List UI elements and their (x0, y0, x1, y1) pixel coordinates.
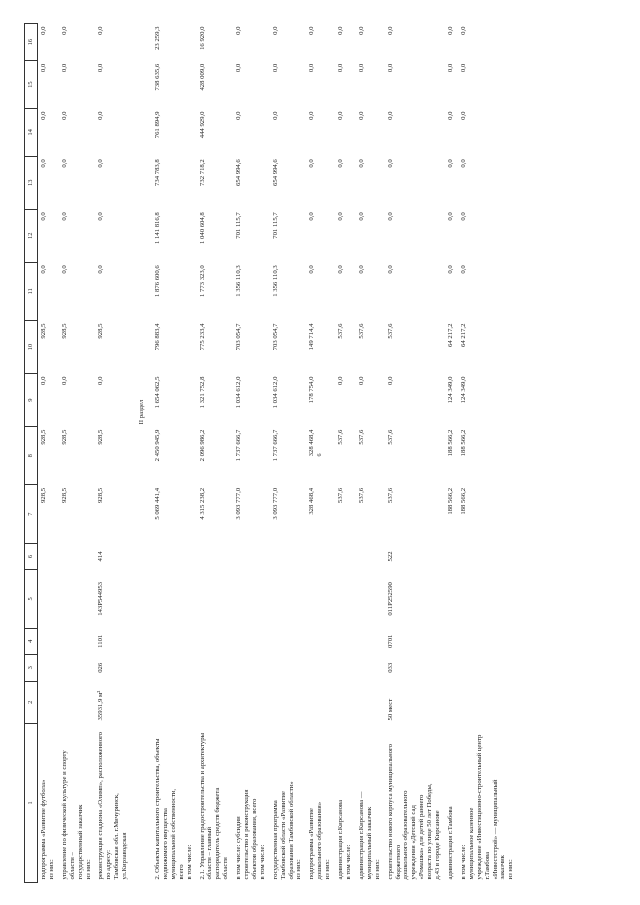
table-cell-col-14: 0,0 (337, 111, 345, 120)
table-cell-col-5 (59, 569, 96, 627)
table-cell-col-6 (458, 543, 518, 570)
table-cell-col-11: 0,0 (40, 264, 47, 274)
table-cell-col-3: 033 (386, 662, 394, 673)
table-row (306, 23, 335, 882)
row-name-cell: в том числе: субсидии строительство и реконструкция объектов образования, всего в том числе: (235, 789, 266, 879)
table-cell-col-5 (197, 569, 234, 627)
table-cell-col-6 (445, 543, 458, 570)
section-row (132, 23, 152, 882)
column-number-9: 9 (25, 373, 38, 426)
table-cell-col-16: 0,0 (308, 26, 316, 35)
table-cell-col-9: 0,0 (337, 376, 345, 385)
column-number-15: 15 (25, 60, 38, 108)
table-row (385, 23, 445, 882)
table-cell-col-5 (445, 569, 458, 627)
table-cell-col-9: 0,0 (357, 376, 365, 385)
table-cell-col-7: 328 468,4 (308, 487, 316, 515)
table-cell-col-14: 761 894,9 (153, 111, 161, 138)
column-number-4: 4 (25, 628, 38, 655)
table-cell-col-9: 1 321 752,8 (198, 376, 206, 408)
table-cell-col-14: 0,0 (97, 111, 105, 120)
table-cell-col-2 (270, 681, 307, 723)
table-cell-col-5 (152, 569, 197, 627)
table-cell-col-6 (59, 543, 96, 570)
table-cell-col-16: 0,0 (337, 26, 345, 35)
column-number-row (25, 23, 38, 882)
table-cell-col-8: 328 468,4 (308, 429, 316, 456)
table-cell-col-15: 0,0 (235, 63, 243, 72)
table-cell-col-16: 0,0 (271, 26, 279, 35)
table-cell-col-12: 0,0 (357, 211, 365, 221)
table-cell-col-10: 703 054,7 (235, 323, 243, 350)
table-cell-col-6: 414 (97, 550, 105, 561)
table-cell-col-12: 0,0 (446, 211, 454, 221)
table-cell-col-6 (306, 543, 335, 570)
table-cell-col-7: 4 315 238,2 (198, 487, 206, 520)
table-row (59, 23, 96, 882)
table-cell-col-3 (445, 654, 458, 681)
table-cell-col-9: 1 034 612,0 (235, 376, 243, 408)
table-cell-col-7: 3 093 777,0 (271, 487, 279, 520)
table-cell-col-11: 1 356 110,3 (235, 264, 243, 297)
table-cell-col-15: 0,0 (97, 63, 105, 72)
table-cell-col-5 (38, 569, 59, 627)
table-row (270, 23, 307, 882)
table-cell-col-16: 0,0 (446, 26, 454, 35)
table-cell-col-15: 0,0 (271, 63, 279, 72)
table-cell-col-14: 444 929,0 (198, 111, 206, 138)
table-cell-col-6 (335, 543, 356, 570)
table-cell-col-7: 3 093 777,0 (235, 487, 243, 520)
table-cell-col-7: 188 566,2 (446, 487, 454, 515)
table-cell-col-10: 796 883,4 (153, 323, 161, 350)
table-cell-col-10: 64 217,2 (459, 323, 467, 347)
table-cell-col-13: 0,0 (446, 158, 454, 168)
table-row (458, 23, 518, 882)
table-cell-col-3 (270, 654, 307, 681)
budget-table-container (24, 23, 616, 883)
table-cell-col-2 (59, 681, 96, 723)
table-cell-col-5 (306, 569, 335, 627)
table-cell-col-2: 50 мест (386, 698, 394, 720)
table-cell-col-13: 0,0 (459, 158, 467, 168)
table-cell-col-14: 0,0 (459, 111, 467, 120)
table-cell-col-15: 0,0 (60, 63, 68, 72)
table-cell-col-7: 928,5 (60, 487, 68, 503)
table-cell-col-3 (38, 654, 59, 681)
table-cell-col-3 (59, 654, 96, 681)
table-cell-col-9: 0,0 (40, 376, 47, 385)
table-cell-col-7: 928,5 (40, 487, 47, 503)
column-number-3: 3 (25, 654, 38, 681)
table-cell-col-5: 143Р544953 (97, 581, 105, 616)
table-cell-col-6 (270, 543, 307, 570)
table-cell-col-12: 0,0 (337, 211, 345, 221)
table-cell-col-10: 64 217,2 (446, 323, 454, 347)
table-cell-col-7: 537,6 (337, 487, 345, 503)
table-cell-col-14: 0,0 (235, 111, 243, 120)
column-number-1: 1 (25, 723, 38, 882)
table-cell-col-13: 0,0 (386, 158, 394, 168)
table-cell-col-8: 1 737 666,7 (235, 429, 243, 461)
table-cell-col-6 (356, 543, 385, 570)
table-cell-col-6 (233, 543, 270, 570)
column-number-10: 10 (25, 320, 38, 373)
table-cell-col-4: 0701 (386, 634, 394, 648)
table-cell-col-16: 0,0 (97, 26, 105, 35)
table-cell-col-6 (38, 543, 59, 570)
table-cell-col-16: 0,0 (357, 26, 365, 35)
budget-table (24, 23, 518, 883)
table-cell-col-6 (197, 543, 234, 570)
table-cell-col-15: 0,0 (446, 63, 454, 72)
table-cell-col-8: 2 096 986,2 (198, 429, 206, 461)
table-cell-col-13: 0,0 (337, 158, 345, 168)
table-cell-col-10: 537,6 (357, 323, 365, 339)
table-cell-col-3: 026 (97, 662, 105, 673)
table-cell-col-10: 703 054,7 (271, 323, 279, 350)
row-name-cell: реконструкция стадиона «Олимп», расположенного по адресу: Тамбовская обл. г.Мичуринск, ул.Кирзаводская (97, 731, 129, 879)
table-cell-col-5 (356, 569, 385, 627)
table-cell-col-9: 124 349,0 (446, 376, 454, 403)
table-cell-col-15: 428 009,0 (198, 63, 206, 91)
table-row (152, 23, 197, 882)
table-cell-col-8: 188 566,2 (459, 429, 467, 456)
table-cell-col-16: 0,0 (459, 26, 467, 35)
table-cell-col-9: 124 349,0 (459, 376, 467, 403)
table-cell-col-3 (306, 654, 335, 681)
table-cell-col-7: 537,6 (386, 487, 394, 503)
table-cell-col-13: 0,0 (40, 158, 47, 168)
table-cell-col-11: 0,0 (446, 264, 454, 274)
table-cell-col-4 (306, 628, 335, 655)
column-number-5: 5 (25, 569, 38, 627)
table-cell-col-13: 0,0 (308, 158, 316, 168)
table-row (335, 23, 356, 882)
table-cell-col-15: 0,0 (40, 63, 47, 72)
table-cell-col-12: 1 141 816,8 (153, 211, 161, 244)
table-cell-col-11: 1 773 323,0 (198, 264, 206, 297)
table-cell-col-14: 0,0 (60, 111, 68, 120)
table-cell-col-12: 0,0 (459, 211, 467, 221)
table-cell-col-9: 0,0 (97, 376, 105, 385)
table-cell-col-4 (356, 628, 385, 655)
table-cell-col-11: 0,0 (308, 264, 316, 274)
table-cell-col-4 (233, 628, 270, 655)
column-number-7: 7 (25, 484, 38, 542)
table-cell-col-14: 0,0 (308, 111, 316, 120)
row-name-cell: 2.1. Управление градостроительства и архитектуры области – главный распорядитель средств бюджета области (198, 732, 230, 879)
table-cell-col-2 (197, 681, 234, 723)
table-cell-col-2 (38, 681, 59, 723)
table-cell-col-4 (197, 628, 234, 655)
table-row (95, 23, 132, 882)
section-title-cell (132, 23, 152, 882)
table-cell-col-7: 537,6 (357, 487, 365, 503)
table-cell-col-14: 0,0 (386, 111, 394, 120)
table-cell-col-8: 928,5 (97, 429, 105, 445)
row-name-cell: управление по физической культуре и спорту области – государственный заказчик из них: (60, 749, 92, 879)
column-number-16: 16 (25, 23, 38, 60)
table-cell-col-10: 928,5 (60, 323, 68, 339)
table-cell-col-10: 775 233,4 (198, 323, 206, 350)
table-cell-col-15: 0,0 (308, 63, 316, 72)
table-cell-col-11: 0,0 (357, 264, 365, 274)
row-name-cell: администрация г.Тамбова (446, 805, 454, 879)
table-cell-col-2 (445, 681, 458, 723)
row-name-cell: подпрограмма «Развитие футбола» из них: (40, 779, 55, 879)
table-cell-col-5: 011Р252590 (386, 581, 394, 616)
table-cell-col-7: 928,5 (97, 487, 105, 503)
table-cell-col-15: 0,0 (386, 63, 394, 72)
column-number-13: 13 (25, 156, 38, 209)
table-cell-col-15: 0,0 (459, 63, 467, 72)
table-cell-col-8: 537,6 (357, 429, 365, 445)
table-cell-col-4 (38, 628, 59, 655)
table-cell-col-13: 0,0 (97, 158, 105, 168)
section-title: II раздел (138, 399, 146, 424)
table-row (38, 23, 59, 882)
table-cell-col-10: 928,5 (40, 323, 47, 339)
table-cell-col-10: 928,5 (97, 323, 105, 339)
table-cell-col-2 (458, 681, 518, 723)
column-number-2: 2 (25, 681, 38, 723)
table-cell-col-2 (356, 681, 385, 723)
table-cell-col-9: 0,0 (386, 376, 394, 385)
column-number-11: 11 (25, 262, 38, 320)
table-cell-col-11: 0,0 (60, 264, 68, 274)
row-name-cell: администрация г.Кирсанова — муниципальный заказчик из них: (357, 791, 381, 879)
table-cell-col-12: 0,0 (386, 211, 394, 221)
table-cell-col-12: 0,0 (40, 211, 47, 221)
table-row (197, 23, 234, 882)
table-row (445, 23, 458, 882)
table-cell-col-6 (152, 543, 197, 570)
table-cell-col-12: 0,0 (60, 211, 68, 221)
row-name-cell: государственная программа Тамбовской области «Развитие образования Тамбовской области» из них: (271, 780, 303, 879)
table-cell-col-11: 0,0 (97, 264, 105, 274)
table-cell-col-9: 1 034 612,0 (271, 376, 279, 408)
table-cell-col-11: 1 356 110,3 (271, 264, 279, 297)
table-cell-col-5 (233, 569, 270, 627)
column-number-6: 6 (25, 543, 38, 570)
table-cell-col-10: 537,6 (337, 323, 345, 339)
table-cell-col-8: 2 450 945,9 (153, 429, 161, 461)
table-cell-col-5 (270, 569, 307, 627)
table-cell-col-4 (445, 628, 458, 655)
table-cell-col-2 (306, 681, 335, 723)
row-name-cell: администрация г.Кирсанова в том числе: (337, 799, 352, 879)
table-cell-col-3 (458, 654, 518, 681)
table-cell-col-5 (458, 569, 518, 627)
table-cell-col-7: 5 069 441,4 (153, 487, 161, 520)
table-cell-col-8: 188 566,2 (446, 429, 454, 456)
table-cell-col-12: 701 115,7 (235, 211, 243, 239)
table-cell-col-12: 0,0 (97, 211, 105, 221)
table-cell-col-13: 732 718,2 (198, 158, 206, 186)
table-cell-col-15: 0,0 (357, 63, 365, 72)
column-number-8: 8 (25, 426, 38, 484)
column-number-14: 14 (25, 108, 38, 156)
table-cell-col-4: 1101 (97, 634, 105, 648)
table-cell-col-13: 0,0 (357, 158, 365, 168)
table-cell-col-8: 928,5 (60, 429, 68, 445)
table-cell-col-4 (59, 628, 96, 655)
table-cell-col-13: 654 994,6 (235, 158, 243, 186)
table-cell-col-16: 16 920,0 (198, 26, 206, 50)
table-body (38, 23, 519, 882)
table-cell-col-3 (335, 654, 356, 681)
row-name-cell: подпрограмма «Развитие дошкольного образования» из них: (308, 801, 332, 879)
table-cell-col-3 (152, 654, 197, 681)
table-cell-col-14: 0,0 (357, 111, 365, 120)
table-cell-col-10: 537,6 (386, 323, 394, 339)
table-row (356, 23, 385, 882)
table-cell-col-8: 928,5 (40, 429, 47, 445)
table-cell-col-16: 0,0 (235, 26, 243, 35)
table-cell-col-14: 0,0 (40, 111, 47, 120)
table-cell-col-11: 0,0 (386, 264, 394, 274)
table-cell-col-3 (233, 654, 270, 681)
table-cell-col-2 (233, 681, 270, 723)
table-cell-col-8: 537,6 (386, 429, 394, 445)
table-cell-col-2 (152, 681, 197, 723)
table-cell-col-11: 1 876 600,6 (153, 264, 161, 297)
table-cell-col-12: 1 040 604,8 (198, 211, 206, 244)
table-cell-col-13: 0,0 (60, 158, 68, 168)
table-cell-col-6: 522 (386, 550, 394, 561)
table-cell-col-16: 23 259,3 (153, 26, 161, 50)
table-cell-col-9: 0,0 (60, 376, 68, 385)
table-cell-col-11: 0,0 (337, 264, 345, 274)
column-number-12: 12 (25, 209, 38, 262)
table-cell-col-13: 734 783,8 (153, 158, 161, 186)
row-name-cell: строительство нового корпуса муниципального бюджетного дошкольного образовательного учреждения «Детский сад «Ромашка» для детей раннего возраста по улице 50 лет Победы, д.43 в городе Кирсанове (386, 743, 442, 879)
table-cell-col-9: 178 754,0 (308, 376, 316, 403)
table-cell-col-4 (152, 628, 197, 655)
table-cell-col-11: 0,0 (459, 264, 467, 274)
table-cell-col-12: 701 115,7 (271, 211, 279, 239)
table-cell-col-12: 0,0 (308, 211, 316, 221)
table-cell-col-9: 1 654 062,5 (153, 376, 161, 408)
table-cell-col-5 (335, 569, 356, 627)
table-cell-col-7: 188 566,2 (459, 487, 467, 515)
row-name-cell: 2. Объекты капитального строительства, объекты недвижимого имущества муниципальной собственности, всего в том числе: (153, 738, 193, 879)
table-cell-col-2 (335, 681, 356, 723)
table-cell-col-3 (356, 654, 385, 681)
page-number: 6 (317, 453, 323, 457)
table-cell-col-14: 0,0 (446, 111, 454, 120)
row-name-cell: в том числе: муниципальное казенное учреждение «Инвестиционно-строительный центр г.Тамбова «Инвестстрой» — муниципальный заказчик из них: (459, 734, 515, 879)
table-cell-col-16: 0,0 (60, 26, 68, 35)
table-cell-col-15: 738 635,6 (153, 63, 161, 91)
table-cell-col-14: 0,0 (271, 111, 279, 120)
table-cell-col-2: 35931,9 м² (97, 690, 105, 720)
table-cell-col-4 (458, 628, 518, 655)
table-cell-col-10: 149 714,4 (308, 323, 316, 350)
table-row (233, 23, 270, 882)
table-cell-col-16: 0,0 (40, 26, 47, 35)
table-cell-col-3 (197, 654, 234, 681)
table-cell-col-13: 654 994,6 (271, 158, 279, 186)
table-cell-col-4 (335, 628, 356, 655)
table-cell-col-8: 1 737 666,7 (271, 429, 279, 461)
table-cell-col-4 (270, 628, 307, 655)
table-cell-col-15: 0,0 (337, 63, 345, 72)
table-cell-col-16: 0,0 (386, 26, 394, 35)
table-cell-col-8: 537,6 (337, 429, 345, 445)
